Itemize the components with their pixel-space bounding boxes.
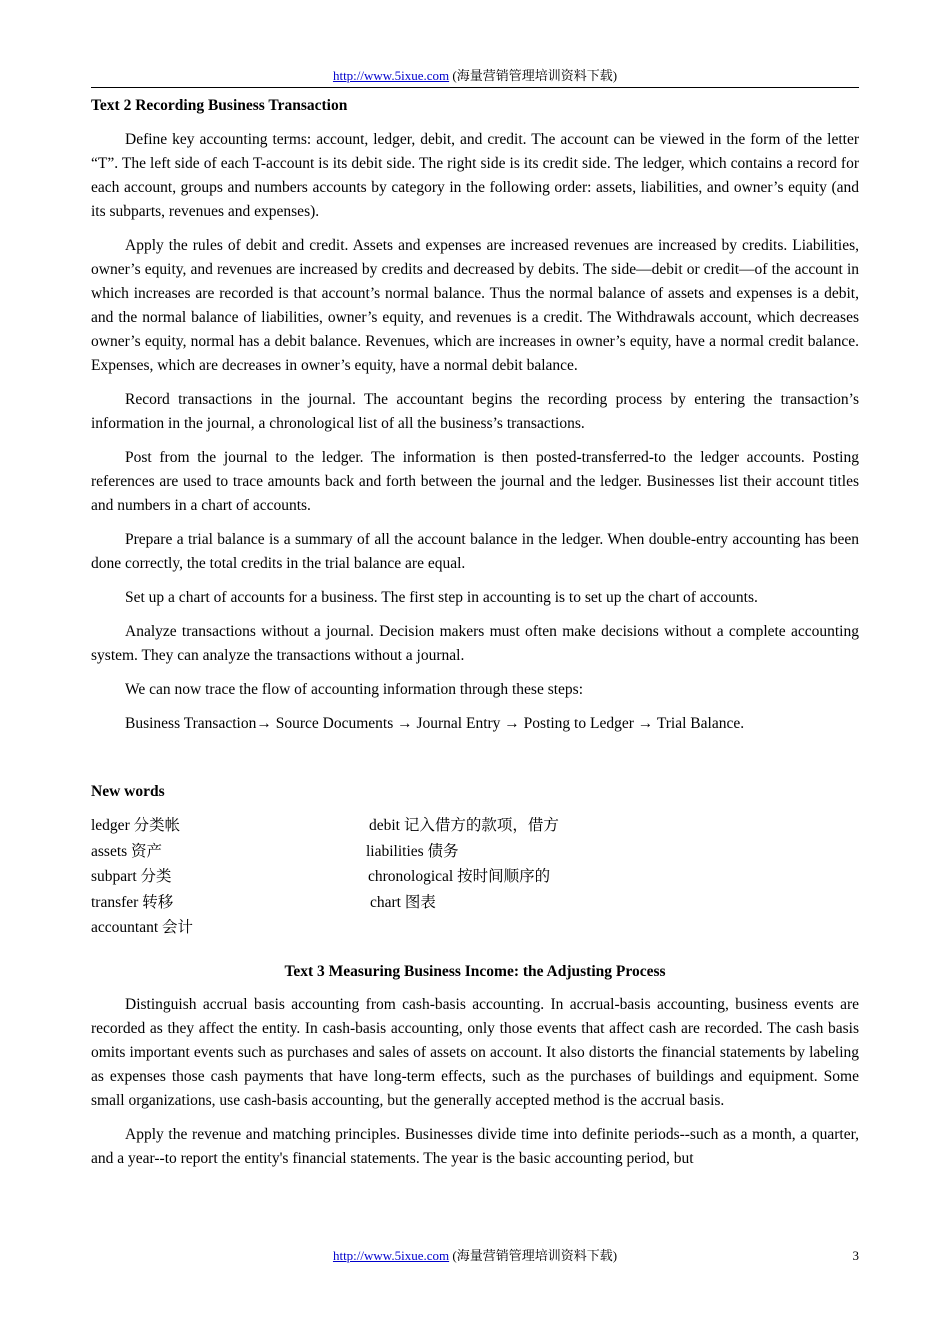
text3-paragraph-2: Apply the revenue and matching principles. Businesses divide time into definite periods--such as a month, a quarter, and a year--to report the entity's financial statements. The year is the basic accounting period, but xyxy=(91,1126,859,1167)
header-link[interactable]: http://www.5ixue.com xyxy=(332,68,450,83)
accounting-flow: Business Transaction→ Source Documents → Journal Entry → Posting to Ledger → Trial Balance. xyxy=(125,715,745,732)
text2-paragraph-5: Prepare a trial balance is a summary of all the account balance in the ledger. When double-entry accounting has been done correctly, the total credits in the trial balance are equal. xyxy=(91,531,859,572)
text2-title: Text 2 Recording Business Transaction xyxy=(91,97,348,114)
page-header xyxy=(91,66,859,88)
text2-paragraph-3: Record transactions in the journal. The accountant begins the recording process by entering the transaction’s information in the journal, a chronological list of all the business’s transactions. xyxy=(91,391,859,432)
word-entry xyxy=(369,916,859,940)
text2-paragraph-1: Define key accounting terms: account, ledger, debit, and credit. The account can be viewed in the form of the letter “T”. The left side of each T-account is its debit side. The right side is its credit side. The ledger, which contains a record for each account, groups and numbers accounts by category in the following order: assets, liabilities, and owner’s equity (and its subparts, revenues and expenses). xyxy=(91,131,859,220)
text2-paragraph-8: We can now trace the flow of accounting information through these steps: xyxy=(125,681,584,698)
footer-note: (海量营销管理培训资料下载) xyxy=(452,1248,618,1263)
text3-paragraph-1: Distinguish accrual basis accounting from cash-basis accounting. In accrual-basis accounting, business events are recorded as they affect the entity. In cash-basis accounting, only those events that affect cash are recorded. The cash basis omits important events such as purchases and sales of assets on account. It also distorts the financial statements by labeling as expenses those cash payments that have long-term effects, such as the purchases of buildings and equipment. Some small organizations, use cash-basis accounting, but the generally accepted method is the accrual basis. xyxy=(91,996,859,1109)
word-entry: accountant 会计 xyxy=(91,919,194,936)
text3-title: Text 3 Measuring Business Income: the Adjusting Process xyxy=(284,963,666,980)
text2-paragraph-4: Post from the journal to the ledger. The information is then posted-transferred-to the ledger accounts. Posting references are used to trace amounts back and forth between the journal and the ledger. Businesses list their account titles and numbers in a chart of accounts. xyxy=(91,449,859,514)
text2-paragraph-6: Set up a chart of accounts for a business. The first step in accounting is to set up the chart of accounts. xyxy=(125,589,758,606)
word-entry: liabilities 债务 xyxy=(366,842,459,860)
word-entry: assets 资产 xyxy=(91,842,163,860)
word-entry: chronological 按时间顺序的 xyxy=(368,868,551,885)
section-spacer xyxy=(91,746,859,780)
new-words-title: New words xyxy=(91,783,165,800)
page-number: 3 xyxy=(852,1248,859,1263)
word-entry: ledger 分类帐 xyxy=(91,817,181,834)
new-words-list xyxy=(91,814,859,940)
word-entry: debit 记入借方的款项，借方 xyxy=(369,817,559,834)
page-footer xyxy=(91,1246,859,1266)
word-entry: subpart 分类 xyxy=(91,868,172,885)
word-entry: chart 图表 xyxy=(370,893,436,911)
text2-paragraph-7: Analyze transactions without a journal. Decision makers must often make decisions without a complete accounting system. They can analyze the transactions without a journal. xyxy=(91,623,859,664)
page-body xyxy=(91,94,859,1181)
header-note: (海量营销管理培训资料下载) xyxy=(452,68,618,83)
text2-paragraph-2: Apply the rules of debit and credit. Assets and expenses are increased revenues are increased by credits. Liabilities, owner’s equity, and revenues are increased by credits and decreased by debits. The side—debit or credit—of the account in which increases are recorded is that account’s normal balance. Thus the normal balance of assets and expenses is a debit, and the normal balance of liabilities, owner’s equity, and revenues is a credit. The Withdrawals account, which decreases owner’s equity, normal has a debit balance. Revenues, which are increases in owner’s equity, have a normal credit balance. Expenses, which are decreases in owner’s equity, have a normal debit balance. xyxy=(91,237,859,374)
word-entry: transfer 转移 xyxy=(91,893,174,911)
footer-link[interactable]: http://www.5ixue.com xyxy=(332,1248,450,1263)
